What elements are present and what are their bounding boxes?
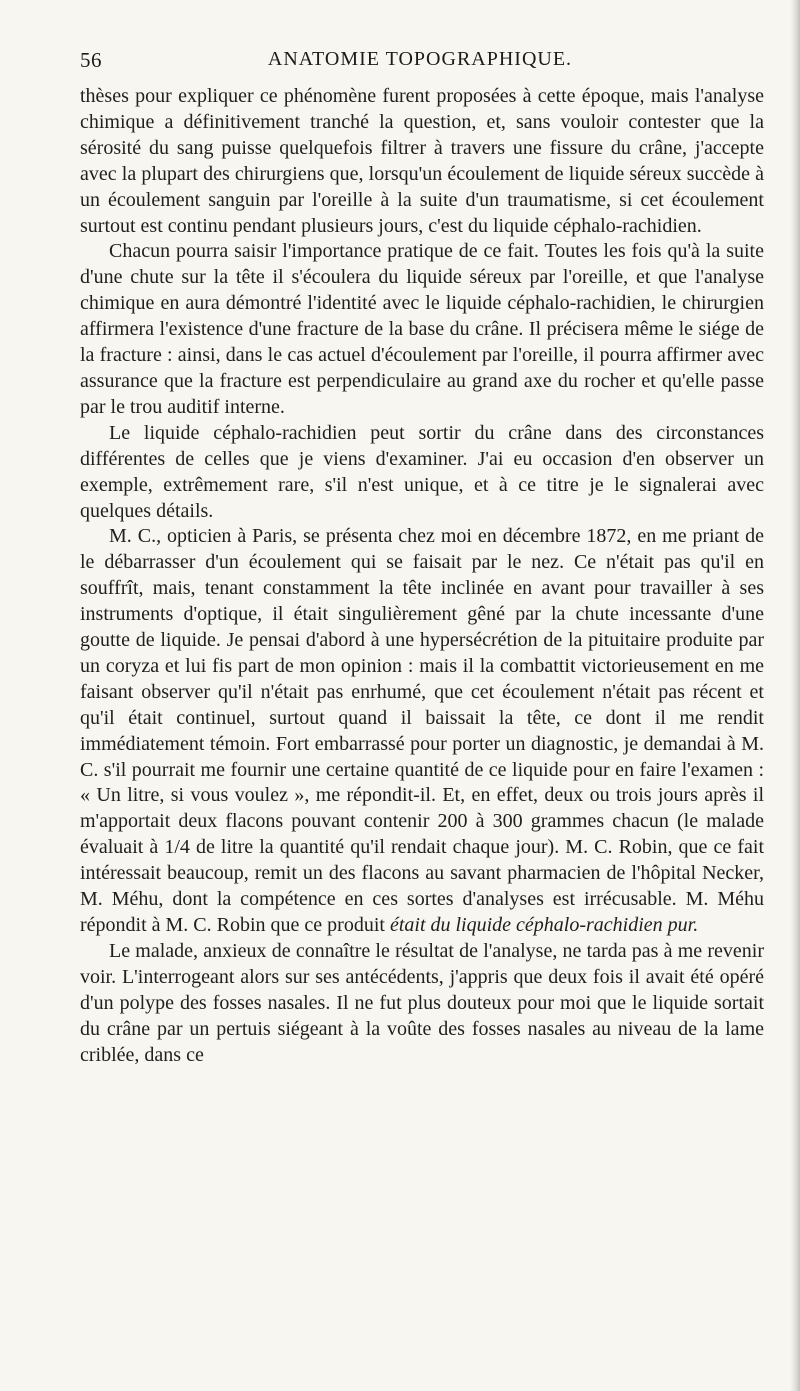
- paragraph-text: M. C., opticien à Paris, se présenta chez moi en décembre 1872, en me priant de le débarrasser d'un écoulement qui se faisait par le nez. Ce n'était pas qu'il en souffrît, mais, tenant constamment la tête inclinée en avant pour travailler à ses instruments d'optique, il était singulièrement gêné par la chute incessante d'une goutte de liquide. Je pensai d'abord à une hypersécrétion de la pituitaire produite par un coryza et lui fis part de mon opinion : mais il la combattit victorieusement en me faisant observer qu'il n'était pas enrhumé, que cet écoulement n'était pas récent et qu'il était continuel, surtout quand il baissait la tête, ce dont il me rendit immédiatement témoin. Fort embarrassé pour porter un diagnostic, je demandai à M. C. s'il pourrait me fournir une certaine quantité de ce liquide pour en faire l'examen : « Un litre, si vous voulez », me répondit-il. Et, en effet, deux ou trois jours après il m'apportait deux flacons pouvant contenir 200 à 300 grammes chacun (le malade évaluait à 1/4 de litre la quantité qu'il rendait chaque jour). M. C. Robin, que ce fait intéressait beaucoup, remit un des flacons au savant pharmacien de l'hôpital Necker, M. Méhu, dont la compétence en ces sortes d'analyses est irrécusable. M. Méhu répondit à M. C. Robin que ce produit: [80, 525, 764, 936]
- paragraph: Le malade, anxieux de connaître le résultat de l'analyse, ne tarda pas à me revenir voir. L'interrogeant alors sur ses antécédents, j'appris que deux fois il avait été opéré d'un polype des fosses nasales. Il ne fut plus douteux pour moi que le liquide sortait du crâne par un pertuis siégeant à la voûte des fosses nasales au niveau de la lame criblée, dans ce: [80, 939, 764, 1066]
- italic-quote: était du liquide céphalo-rachidien pur.: [389, 914, 699, 936]
- body-text: [80, 84, 764, 1068]
- page-number: 56: [80, 48, 102, 72]
- page-header: [80, 46, 760, 76]
- running-title: ANATOMIE TOPOGRAPHIQUE.: [267, 48, 573, 70]
- paragraph: Le liquide céphalo-rachidien peut sortir du crâne dans des circonstances différentes de celles que je viens d'examiner. J'ai eu occasion d'en observer un exemple, extrêmement rare, s'il n'est unique, et à ce titre je le signalerai avec quelques détails.: [80, 421, 764, 522]
- page-edge-shadow: [790, 0, 800, 1391]
- paragraph: Chacun pourra saisir l'importance pratique de ce fait. Toutes les fois qu'à la suite d'une chute sur la tête il s'écoulera du liquide séreux par l'oreille, et que l'analyse chimique en aura démontré l'identité avec le liquide céphalo-rachidien, le chirurgien affirmera l'existence d'une fracture de la base du crâne. Il précisera même le siége de la fracture : ainsi, dans le cas actuel d'écoulement par l'oreille, il pourra affirmer avec assurance que la fracture est perpendiculaire au grand axe du rocher et qu'elle passe par le trou auditif interne.: [80, 240, 764, 418]
- paragraph-case-report: [80, 524, 764, 939]
- paragraph-continuation: thèses pour expliquer ce phénomène furent proposées à cette époque, mais l'analyse chimique a définitivement tranché la question, et, sans vouloir contester que la sérosité du sang puisse quelquefois filtrer à travers une fissure du crâne, j'accepte avec la plupart des chirurgiens que, lorsqu'un écoulement de liquide séreux succède à un écoulement sanguin par l'oreille à la suite d'un traumatisme, si cet écoulement surtout est continu pendant plusieurs jours, c'est du liquide céphalo-rachidien.: [80, 85, 764, 237]
